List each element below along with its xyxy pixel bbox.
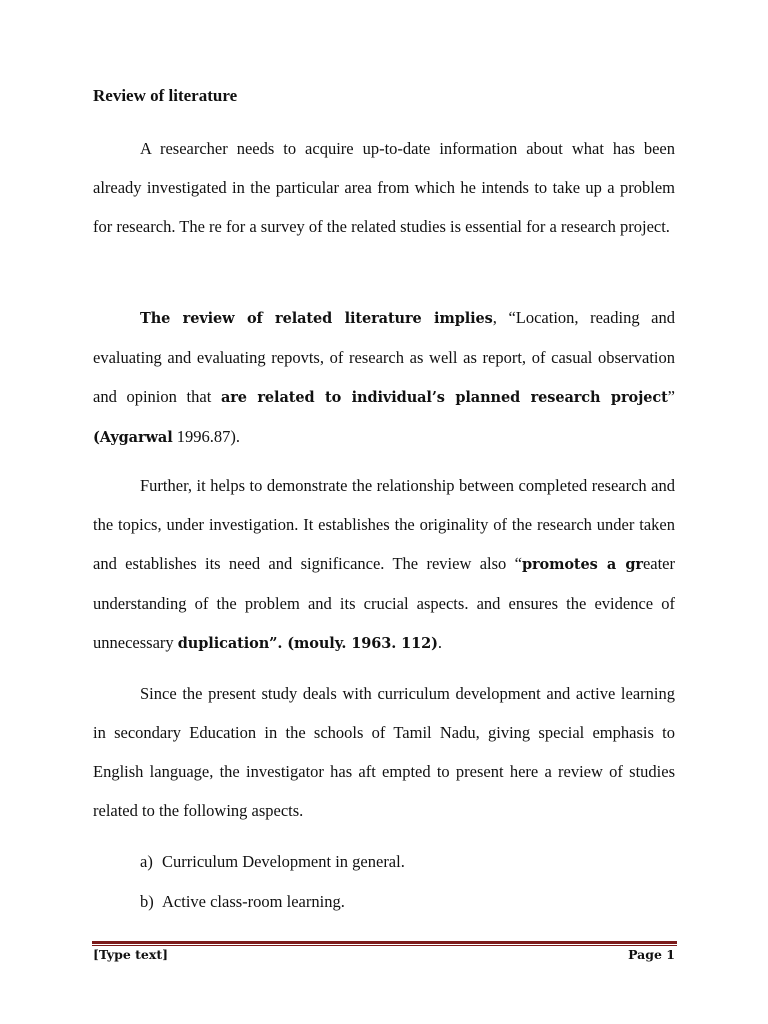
- list-marker: b): [140, 892, 154, 911]
- paragraph-2-text-1: , “Location, reading and evaluating and evaluating repovts, of research as well as report, of casual observation and opinion that: [93, 308, 675, 406]
- paragraph-4: Since the present study deals with curriculum development and active learning in secondary Education in the schools of Tamil Nadu, giving special emphasis to English language, the investigator has aft empted to present here a review of studies related to the following aspects.: [93, 684, 675, 820]
- page-number: Page 1: [628, 947, 675, 962]
- paragraph-3-text-3: .: [437, 633, 442, 652]
- list-marker: a): [140, 852, 153, 871]
- list-item-text: Curriculum Development in general.: [162, 852, 405, 871]
- paragraph-2-text-2: ”: [667, 387, 675, 406]
- paragraph-1: A researcher needs to acquire up-to-date information about what has been already investigated in the particular area from which he intends to take up a problem for research. The re for a survey of the related studies is essential for a research project.: [93, 139, 675, 236]
- paragraph-2-bold-1: The review of related literature implies: [140, 310, 493, 327]
- list-item: [140, 892, 345, 912]
- paragraph-3-text-2: eater understanding of the problem and its crucial aspects. and ensures the evidence of unnecessary: [93, 554, 675, 652]
- footer-placeholder-text: [Type text]: [93, 947, 169, 962]
- paragraph-2-text-3: 1996.87).: [172, 427, 240, 446]
- paragraph-2: [93, 298, 675, 457]
- footer-rule-thin: [92, 945, 677, 946]
- list-item: [140, 852, 405, 872]
- paragraph-3-text-1: Further, it helps to demonstrate the relationship between completed research and the topics, under investigation. It establishes the originality of the research under taken and establishes its need and significance. The review also “: [93, 476, 675, 573]
- section-heading: Review of literature: [93, 86, 238, 105]
- paragraph-3-bold-2: duplication”. (mouly. 1963. 112): [177, 635, 438, 652]
- paragraph-2-bold-3: (Aygarwal: [93, 429, 173, 446]
- paragraph-2-bold-2: are related to individual’s planned research project: [220, 389, 668, 406]
- footer-rule: [92, 941, 677, 944]
- paragraph-3-bold-1: promotes a gr: [521, 556, 643, 573]
- list-item-text: Active class-room learning.: [162, 892, 345, 911]
- paragraph-3: [93, 466, 675, 663]
